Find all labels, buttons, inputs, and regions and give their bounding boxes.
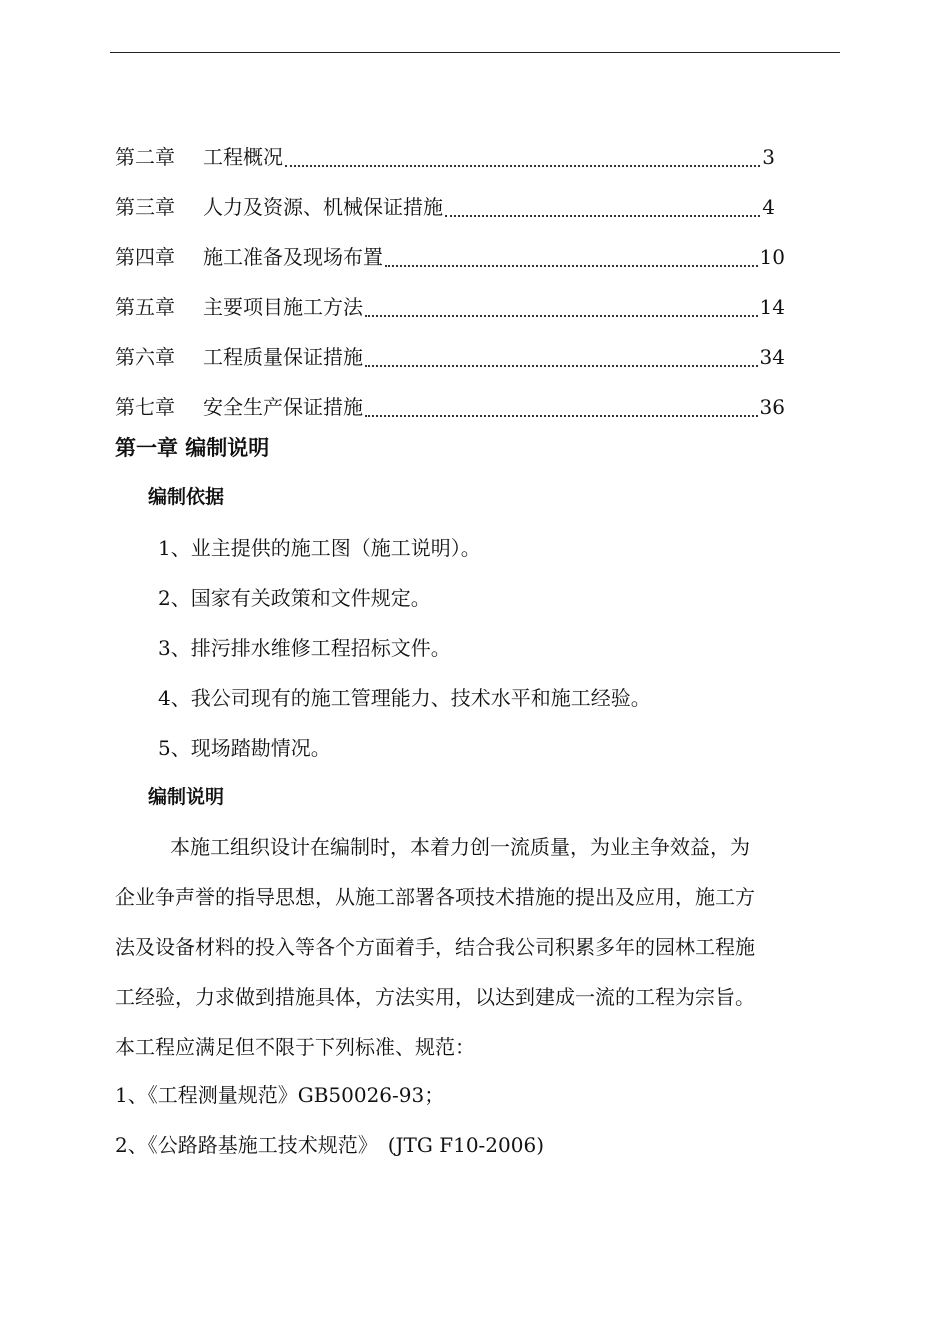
toc-dot-leader bbox=[385, 265, 758, 267]
paragraph-line: 本施工组织设计在编制时，本着力创一流质量，为业主争效益，为 bbox=[170, 835, 750, 859]
toc-dot-leader bbox=[365, 315, 758, 317]
toc-entry-chapter-5[interactable] bbox=[115, 278, 785, 328]
basis-list-item: 4、我公司现有的施工管理能力、技术水平和施工经验。 bbox=[158, 686, 651, 710]
toc-chapter-number: 第七章 bbox=[115, 395, 175, 419]
toc-chapter-number: 第三章 bbox=[115, 195, 175, 219]
toc-chapter-title: 工程概况 bbox=[203, 145, 283, 169]
toc-entry-chapter-3[interactable] bbox=[115, 178, 775, 228]
toc-entry-chapter-2[interactable] bbox=[115, 128, 775, 178]
toc-page-number: 10 bbox=[759, 245, 785, 269]
paragraph-line: 本工程应满足但不限于下列标准、规范： bbox=[115, 1035, 475, 1059]
toc-dot-leader bbox=[445, 215, 760, 217]
toc-chapter-title: 人力及资源、机械保证措施 bbox=[203, 195, 443, 219]
toc-page-number: 34 bbox=[759, 345, 785, 369]
toc-entry-chapter-6[interactable] bbox=[115, 328, 785, 378]
toc-chapter-number: 第四章 bbox=[115, 245, 175, 269]
toc-dot-leader bbox=[365, 365, 758, 367]
toc-entry-chapter-7[interactable] bbox=[115, 378, 785, 428]
toc-page-number: 3 bbox=[762, 145, 775, 169]
paragraph-line: 法及设备材料的投入等各个方面着手，结合我公司积累多年的园林工程施 bbox=[115, 935, 755, 959]
section-heading-notes: 编制说明 bbox=[148, 786, 225, 808]
toc-chapter-title: 施工准备及现场布置 bbox=[203, 245, 383, 269]
page-header-rule bbox=[110, 52, 840, 53]
standard-item: 1、《工程测量规范》GB50026-93； bbox=[115, 1083, 445, 1107]
basis-list-item: 5、现场踏勘情况。 bbox=[158, 736, 331, 760]
toc-chapter-number: 第二章 bbox=[115, 145, 175, 169]
table-of-contents bbox=[115, 128, 785, 428]
notes-paragraph bbox=[115, 822, 835, 1072]
toc-chapter-title: 主要项目施工方法 bbox=[203, 295, 363, 319]
toc-page-number: 36 bbox=[759, 395, 785, 419]
basis-list-item: 1、业主提供的施工图（施工说明）。 bbox=[158, 536, 481, 560]
toc-dot-leader bbox=[285, 165, 760, 167]
paragraph-line: 工经验，力求做到措施具体，方法实用，以达到建成一流的工程为宗旨。 bbox=[115, 985, 755, 1009]
toc-page-number: 14 bbox=[759, 295, 785, 319]
toc-chapter-title: 安全生产保证措施 bbox=[203, 395, 363, 419]
toc-entry-chapter-4[interactable] bbox=[115, 228, 785, 278]
toc-chapter-title: 工程质量保证措施 bbox=[203, 345, 363, 369]
basis-list-item: 2、国家有关政策和文件规定。 bbox=[158, 586, 431, 610]
toc-chapter-number: 第五章 bbox=[115, 295, 175, 319]
standard-item: 2、《公路路基施工技术规范》 (JTG F10-2006) bbox=[115, 1133, 545, 1157]
paragraph-line: 企业争声誉的指导思想，从施工部署各项技术措施的提出及应用，施工方 bbox=[115, 885, 755, 909]
toc-dot-leader bbox=[365, 415, 758, 417]
basis-list-item: 3、排污排水维修工程招标文件。 bbox=[158, 636, 451, 660]
section-heading-basis: 编制依据 bbox=[148, 486, 225, 508]
chapter-1-heading: 第一章 编制说明 bbox=[115, 436, 270, 460]
toc-chapter-number: 第六章 bbox=[115, 345, 175, 369]
toc-page-number: 4 bbox=[762, 195, 775, 219]
